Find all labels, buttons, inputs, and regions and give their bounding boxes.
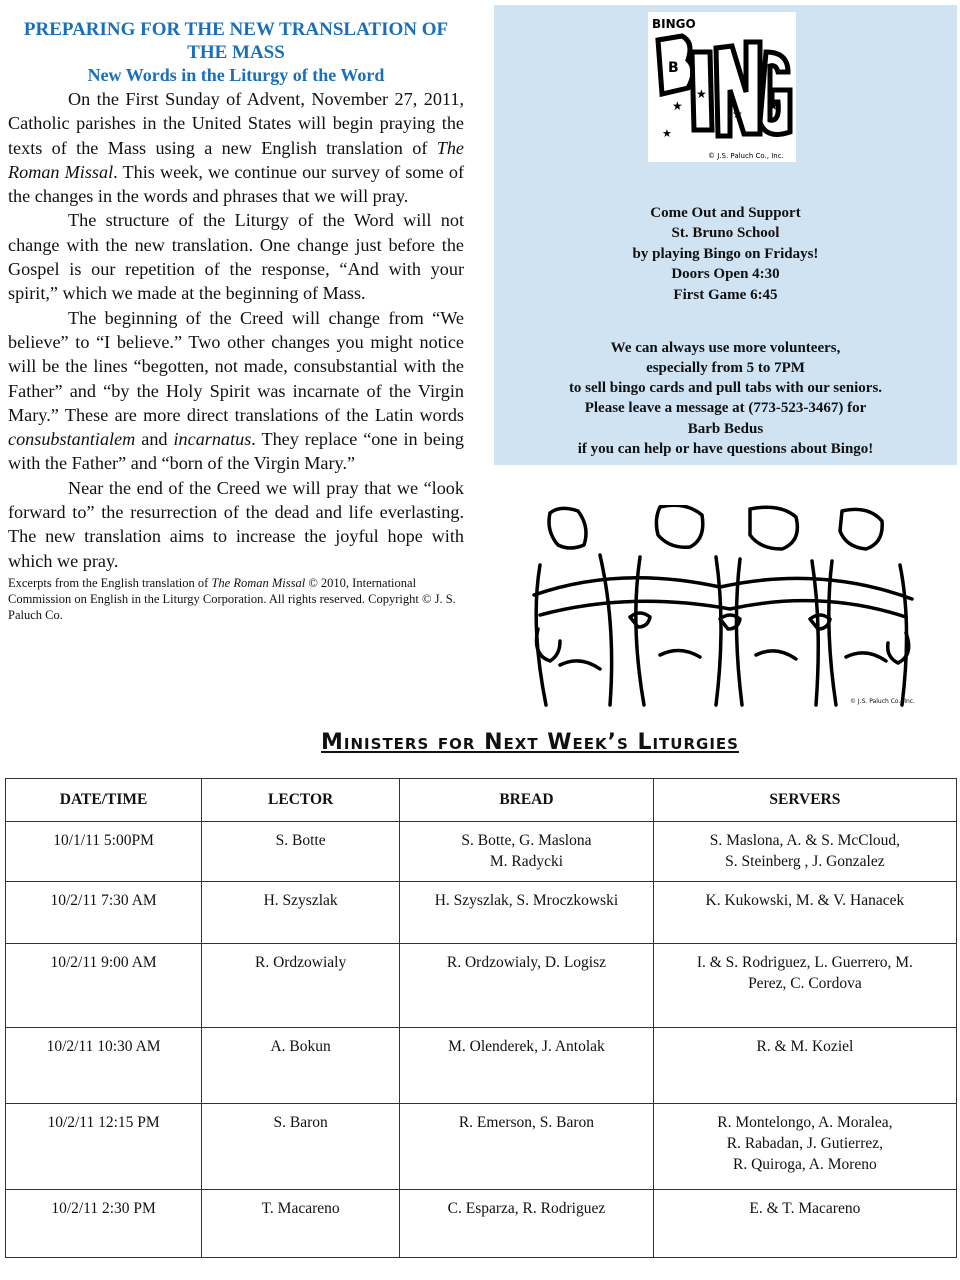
people-embracing-illustration: [520, 505, 920, 710]
bingo-line-3: by playing Bingo on Fridays!: [632, 246, 819, 262]
bingo-line-8: to sell bingo cards and pull tabs with our seniors.: [568, 380, 883, 396]
bingo-logo-credit: © J.S. Paluch Co., Inc.: [708, 152, 784, 160]
table-row: [6, 1190, 957, 1258]
cell-date: 10/2/11 12:15 PM: [6, 1104, 202, 1190]
ministers-table: [5, 778, 957, 1258]
table-row: [6, 882, 957, 944]
cell-lector: S. Botte: [202, 822, 400, 882]
bingo-line-2: St. Bruno School: [671, 225, 780, 241]
table-row: [6, 822, 957, 882]
cell-date: 10/2/11 2:30 PM: [6, 1190, 202, 1258]
bingo-line-5: First Game 6:45: [673, 287, 778, 303]
bingo-logo: [648, 12, 796, 162]
svg-text:★: ★: [768, 99, 779, 113]
cell-bread: R. Ordzowialy, D. Logisz: [400, 944, 654, 1028]
cell-servers: I. & S. Rodriguez, L. Guerrero, M. Perez, C. Cordova: [653, 944, 956, 1028]
cell-servers: S. Maslona, A. & S. McCloud, S. Steinberg , J. Gonzalez: [653, 822, 956, 882]
cell-lector: A. Bokun: [202, 1028, 400, 1104]
cell-date: 10/2/11 7:30 AM: [6, 882, 202, 944]
article-paragraph-4: Near the end of the Creed we will pray that we “look forward to” the resurrection of the dead and life everlasting. The new translation aims to increase the joyful hope with which we pray.: [8, 477, 464, 571]
bingo-logo-wordmark: BINGO: [652, 17, 696, 31]
bingo-line-6: We can always use more volunteers,: [610, 340, 841, 356]
cell-lector: T. Macareno: [202, 1190, 400, 1258]
article-copyright: Excerpts from the English translation of The Roman Missal © 2010, International Commission on English in the Liturgy Corporation. All rights reserved. Copyright © J. S. Paluch Co.: [8, 575, 456, 622]
header-bread: BREAD: [400, 779, 654, 822]
article-paragraph-2: The structure of the Liturgy of the Word will not change with the new translation. One change just before the Gospel is our repetition of the response, “And with your spirit,” which we made at the beginning of Mass.: [8, 210, 464, 304]
cell-bread: R. Emerson, S. Baron: [400, 1104, 654, 1190]
cell-servers: R. Montelongo, A. Moralea, R. Rabadan, J. Gutierrez, R. Quiroga, A. Moreno: [653, 1104, 956, 1190]
drawing-credit: © J.S. Paluch Co., Inc.: [850, 698, 915, 705]
bingo-line-7: especially from 5 to 7PM: [646, 360, 805, 376]
bingo-line-1: Come Out and Support: [650, 205, 801, 221]
header-lector: LECTOR: [202, 779, 400, 822]
cell-date: 10/2/11 9:00 AM: [6, 944, 202, 1028]
svg-text:★: ★: [696, 87, 707, 101]
cell-lector: H. Szyszlak: [202, 882, 400, 944]
table-row: [6, 1104, 957, 1190]
cell-bread: S. Botte, G. Maslona M. Radycki: [400, 822, 654, 882]
article-subtitle: New Words in the Liturgy of the Word: [87, 65, 385, 85]
svg-text:★: ★: [732, 107, 743, 121]
bingo-line-11: if you can help or have questions about Bingo!: [577, 441, 874, 457]
cell-servers: R. & M. Koziel: [653, 1028, 956, 1104]
article-paragraph-1: On the First Sunday of Advent, November 27, 2011, Catholic parishes in the United States will begin praying the texts of the Mass using a new English translation of The Roman Missal. This week, we continue our survey of some of the changes in the words and phrases that we will pray.: [8, 89, 464, 207]
bingo-line-10: Barb Bedus: [687, 421, 764, 437]
header-date-time: DATE/TIME: [6, 779, 202, 822]
cell-servers: K. Kukowski, M. & V. Hanacek: [653, 882, 956, 944]
article-paragraph-3: The beginning of the Creed will change from “We believe” to “I believe.” Two other changes you might notice will be the lines “begotten, not made, consubstantial with the Father” and “by the Holy Spirit was incarnate of the Virgin Mary.” These are more direct translations of the Latin words consubstantialem and incarnatus. They replace “one in being with the Father” and “born of the Virgin Mary.”: [8, 307, 465, 474]
svg-text:★: ★: [662, 127, 672, 140]
cell-bread: M. Olenderek, J. Antolak: [400, 1028, 654, 1104]
cell-lector: S. Baron: [202, 1104, 400, 1190]
cell-bread: C. Esparza, R. Rodriguez: [400, 1190, 654, 1258]
cell-date: 10/2/11 10:30 AM: [6, 1028, 202, 1104]
cell-date: 10/1/11 5:00PM: [6, 822, 202, 882]
bingo-line-4: Doors Open 4:30: [671, 266, 780, 282]
article: [8, 18, 464, 623]
table-row: [6, 1028, 957, 1104]
cell-bread: H. Szyszlak, S. Mroczkowski: [400, 882, 654, 944]
table-header-row: [6, 779, 957, 822]
svg-text:B: B: [668, 60, 679, 76]
ministers-heading: Ministers for Next Week’s Liturgies: [321, 730, 739, 755]
cell-servers: E. & T. Macareno: [653, 1190, 956, 1258]
header-servers: SERVERS: [653, 779, 956, 822]
table-row: [6, 944, 957, 1028]
cell-lector: R. Ordzowialy: [202, 944, 400, 1028]
article-title: PREPARING FOR THE NEW TRANSLATION OF THE MASS: [23, 19, 449, 63]
svg-text:★: ★: [672, 99, 683, 113]
bingo-line-9: Please leave a message at (773-523-3467) for: [584, 400, 867, 416]
